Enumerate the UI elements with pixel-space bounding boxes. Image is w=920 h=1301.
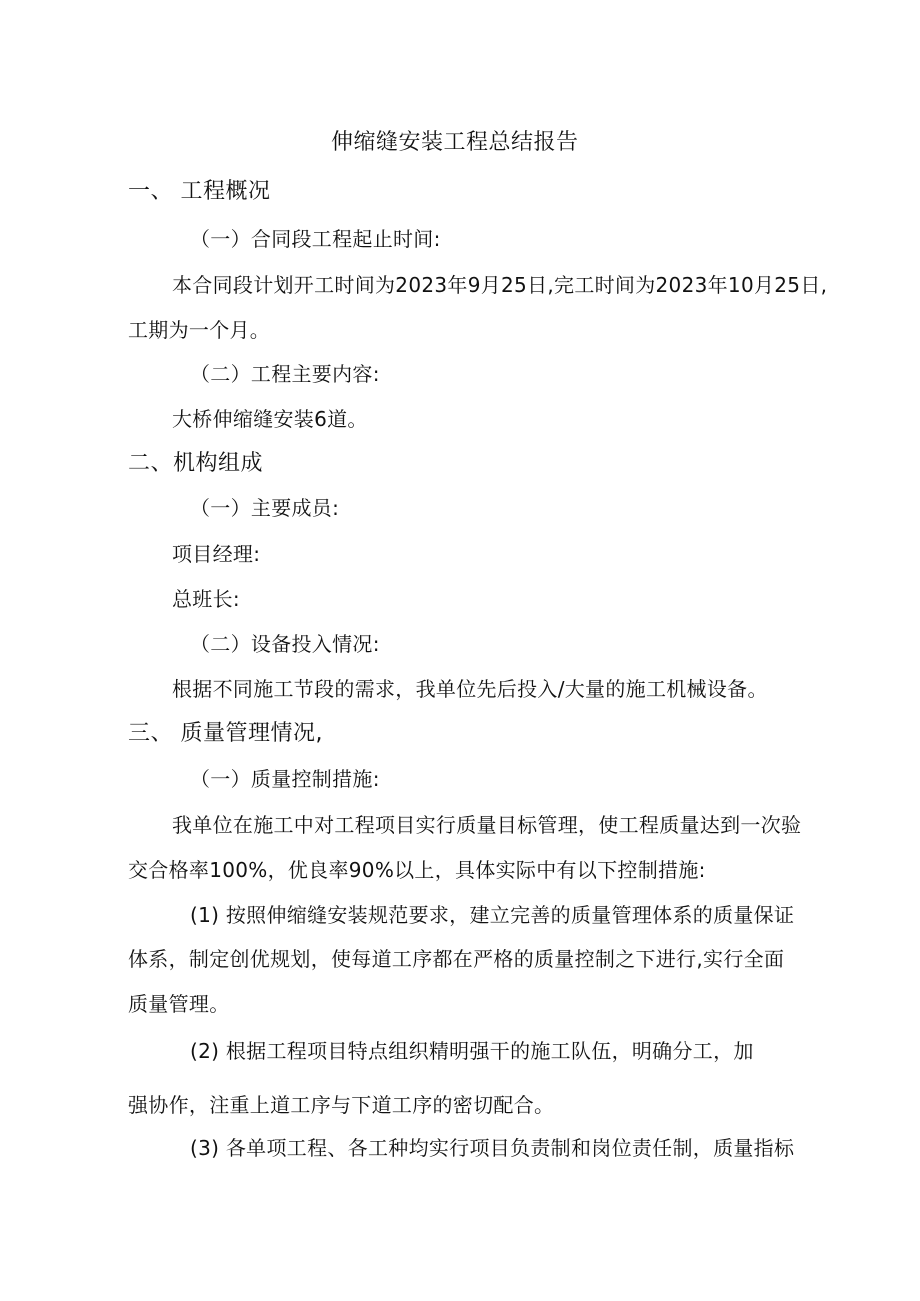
project-manager-label: 项目经理: [172, 542, 261, 566]
measure-1-line-2: 体系，制定创优规划，使每道工序都在严格的质量控制之下进行,实行全面 [128, 947, 785, 971]
section-2-sub-1-heading: （一）主要成员: [190, 496, 340, 520]
section-1-sub-2-paragraph: 大桥伸缩缝安装6道。 [172, 407, 368, 431]
foreman-label: 总班长: [172, 587, 240, 611]
section-1-sub-2-heading: （二）工程主要内容: [190, 362, 380, 386]
section-1-paragraph-line-1: 本合同段计划开工时间为2023年9月25日,完工时间为2023年10月25日, [172, 273, 828, 297]
section-3-paragraph-line-1: 我单位在施工中对工程项目实行质量目标管理，使工程质量达到一次验 [172, 813, 802, 837]
section-2-heading: 二、机构组成 [128, 451, 264, 476]
measure-2-line-1: (2) 根据工程项目特点组织精明强干的施工队伍，明确分工，加 [190, 1039, 754, 1063]
section-3-sub-1-heading: （一）质量控制措施: [190, 767, 380, 791]
document-title: 伸缩缝安装工程总结报告 [331, 130, 579, 155]
section-1-heading: 一、 工程概况 [128, 179, 271, 204]
section-3-heading: 三、 质量管理情况, [128, 721, 323, 746]
section-2-sub-2-heading: （二）设备投入情况: [190, 632, 380, 656]
section-3-paragraph-line-2: 交合格率100%，优良率90%以上，具体实际中有以下控制措施: [128, 858, 706, 882]
measure-1-line-3: 质量管理。 [128, 992, 230, 1016]
section-2-sub-2-paragraph: 根据不同施工节段的需求，我单位先后投入/大量的施工机械设备。 [172, 677, 768, 701]
section-1-sub-1-heading: （一）合同段工程起止时间: [190, 227, 441, 251]
measure-3-line-1: (3) 各单项工程、各工种均实行项目负责制和岗位责任制，质量指标 [190, 1136, 795, 1160]
measure-1-line-1: (1) 按照伸缩缝安装规范要求，建立完善的质量管理体系的质量保证 [190, 903, 795, 927]
measure-2-line-2: 强协作，注重上道工序与下道工序的密切配合。 [128, 1093, 555, 1117]
section-1-paragraph-line-2: 工期为一个月。 [128, 318, 271, 342]
